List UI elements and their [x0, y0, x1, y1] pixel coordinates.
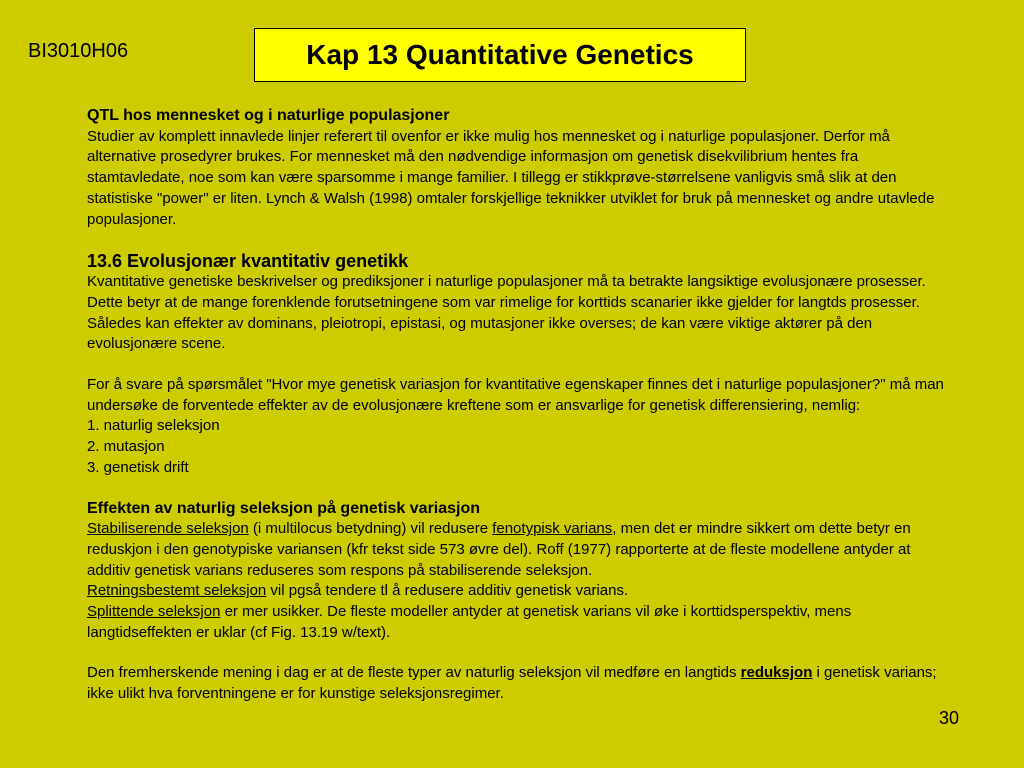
disruptive-paragraph	[87, 602, 947, 643]
slide-title: Kap 13 Quantitative Genetics	[306, 39, 694, 70]
conclusion-text: Den fremherskende mening i dag er at de fleste typer av naturlig seleksjon vil medføre en langtids	[87, 664, 741, 682]
evolution-heading: 13.6 Evolusjonær kvantitativ genetikk	[87, 251, 409, 272]
list-item-drift: 3. genetisk drift	[87, 458, 189, 476]
spacer	[87, 643, 947, 663]
qtl-body: Studier av komplett innavlede linjer referert til ovenfor er ikke mulig hos mennesket og i naturlige populasjoner. Derfor må alternative prosedyrer brukes. For mennesket må den nødvendige informasjon om genetisk disekvilibrium hentes fra stamtavledate, noe som kan være sparsomme i mange familier. I tillegg er stikkprøve-størrelsene vanligvis små slik at den statistiske "power" er liten. Lynch & Walsh (1998) omtaler forskjellige teknikker utviklet for bruk på mennesket og andre utavlede populasjoner.	[87, 127, 935, 228]
conclusion-paragraph	[87, 663, 947, 704]
reduction-term: reduksjon	[740, 664, 813, 682]
directional-paragraph	[87, 581, 947, 602]
directional-term: Retningsbestemt seleksjon	[87, 582, 267, 600]
page-number: 30	[939, 708, 960, 728]
evolution-body: Kvantitative genetiske beskrivelser og prediksjoner i naturlige populasjoner må ta betrakte langsiktige evolusjonære prosesser. Dette betyr at de mange forenklende forutsetningene som var rimelige for korttids scanarier ikke gjelder for langtds prosesser. Således kan effekter av dominans, pleiotropi, epistasi, og mutasjoner ikke overses; de kan være viktige aktører på den evolusjonære scene.	[87, 273, 926, 353]
stabilizing-text: (i multilocus betydning) vil redusere	[248, 520, 493, 538]
stabilizing-paragraph	[87, 519, 947, 581]
directional-text: vil pgså tendere tl å redusere additiv genetisk varians.	[266, 582, 629, 600]
spacer	[87, 230, 947, 250]
stabilizing-text-rest: , men det er mindre sikkert om dette betyr en reduskjon i den genotypiske variansen (kfr tekst side 573 øvre del). Roff (1977) rapporterte at de fleste modellene antyder at additiv genetisk varians reduseres som respons på stabiliserende seleksjon.	[87, 520, 911, 579]
qtl-heading: QTL hos mennesket og i naturlige populasjoner	[87, 107, 450, 124]
list-item-mutation: 2. mutasjon	[87, 438, 165, 456]
evolution-question: For å svare på spørsmålet "Hvor mye genetisk variasjon for kvantitative egenskaper finnes det i naturlige populasjoner?" må man undersøke de forventede effekter av de evolusjonære kreftene som er ansvarlige for genetisk differensiering, nemlig:	[87, 376, 944, 414]
conclusion-text-rest: i genetisk varians; ikke ulikt hva forventningene er for kunstige seleksjonsregimer.	[87, 664, 937, 703]
list-item-selection: 1. naturlig seleksjon	[87, 417, 220, 435]
slide-title-box	[254, 28, 746, 82]
course-code: BI3010H06	[28, 40, 129, 62]
spacer	[87, 479, 947, 499]
stabilizing-term: Stabiliserende seleksjon	[87, 520, 249, 538]
phenotypic-variance-term: fenotypisk varians	[492, 520, 613, 538]
spacer	[87, 355, 947, 375]
selection-heading: Effekten av naturlig seleksjon på genetisk variasjon	[87, 499, 481, 517]
disruptive-term: Splittende seleksjon	[87, 603, 221, 621]
disruptive-text: er mer usikker. De fleste modeller antyder at genetisk varians vil øke i korttidsperspektiv, mens langtidseffekten er uklar (cf Fig. 13.19 w/text).	[87, 603, 852, 641]
slide-content	[87, 106, 947, 705]
